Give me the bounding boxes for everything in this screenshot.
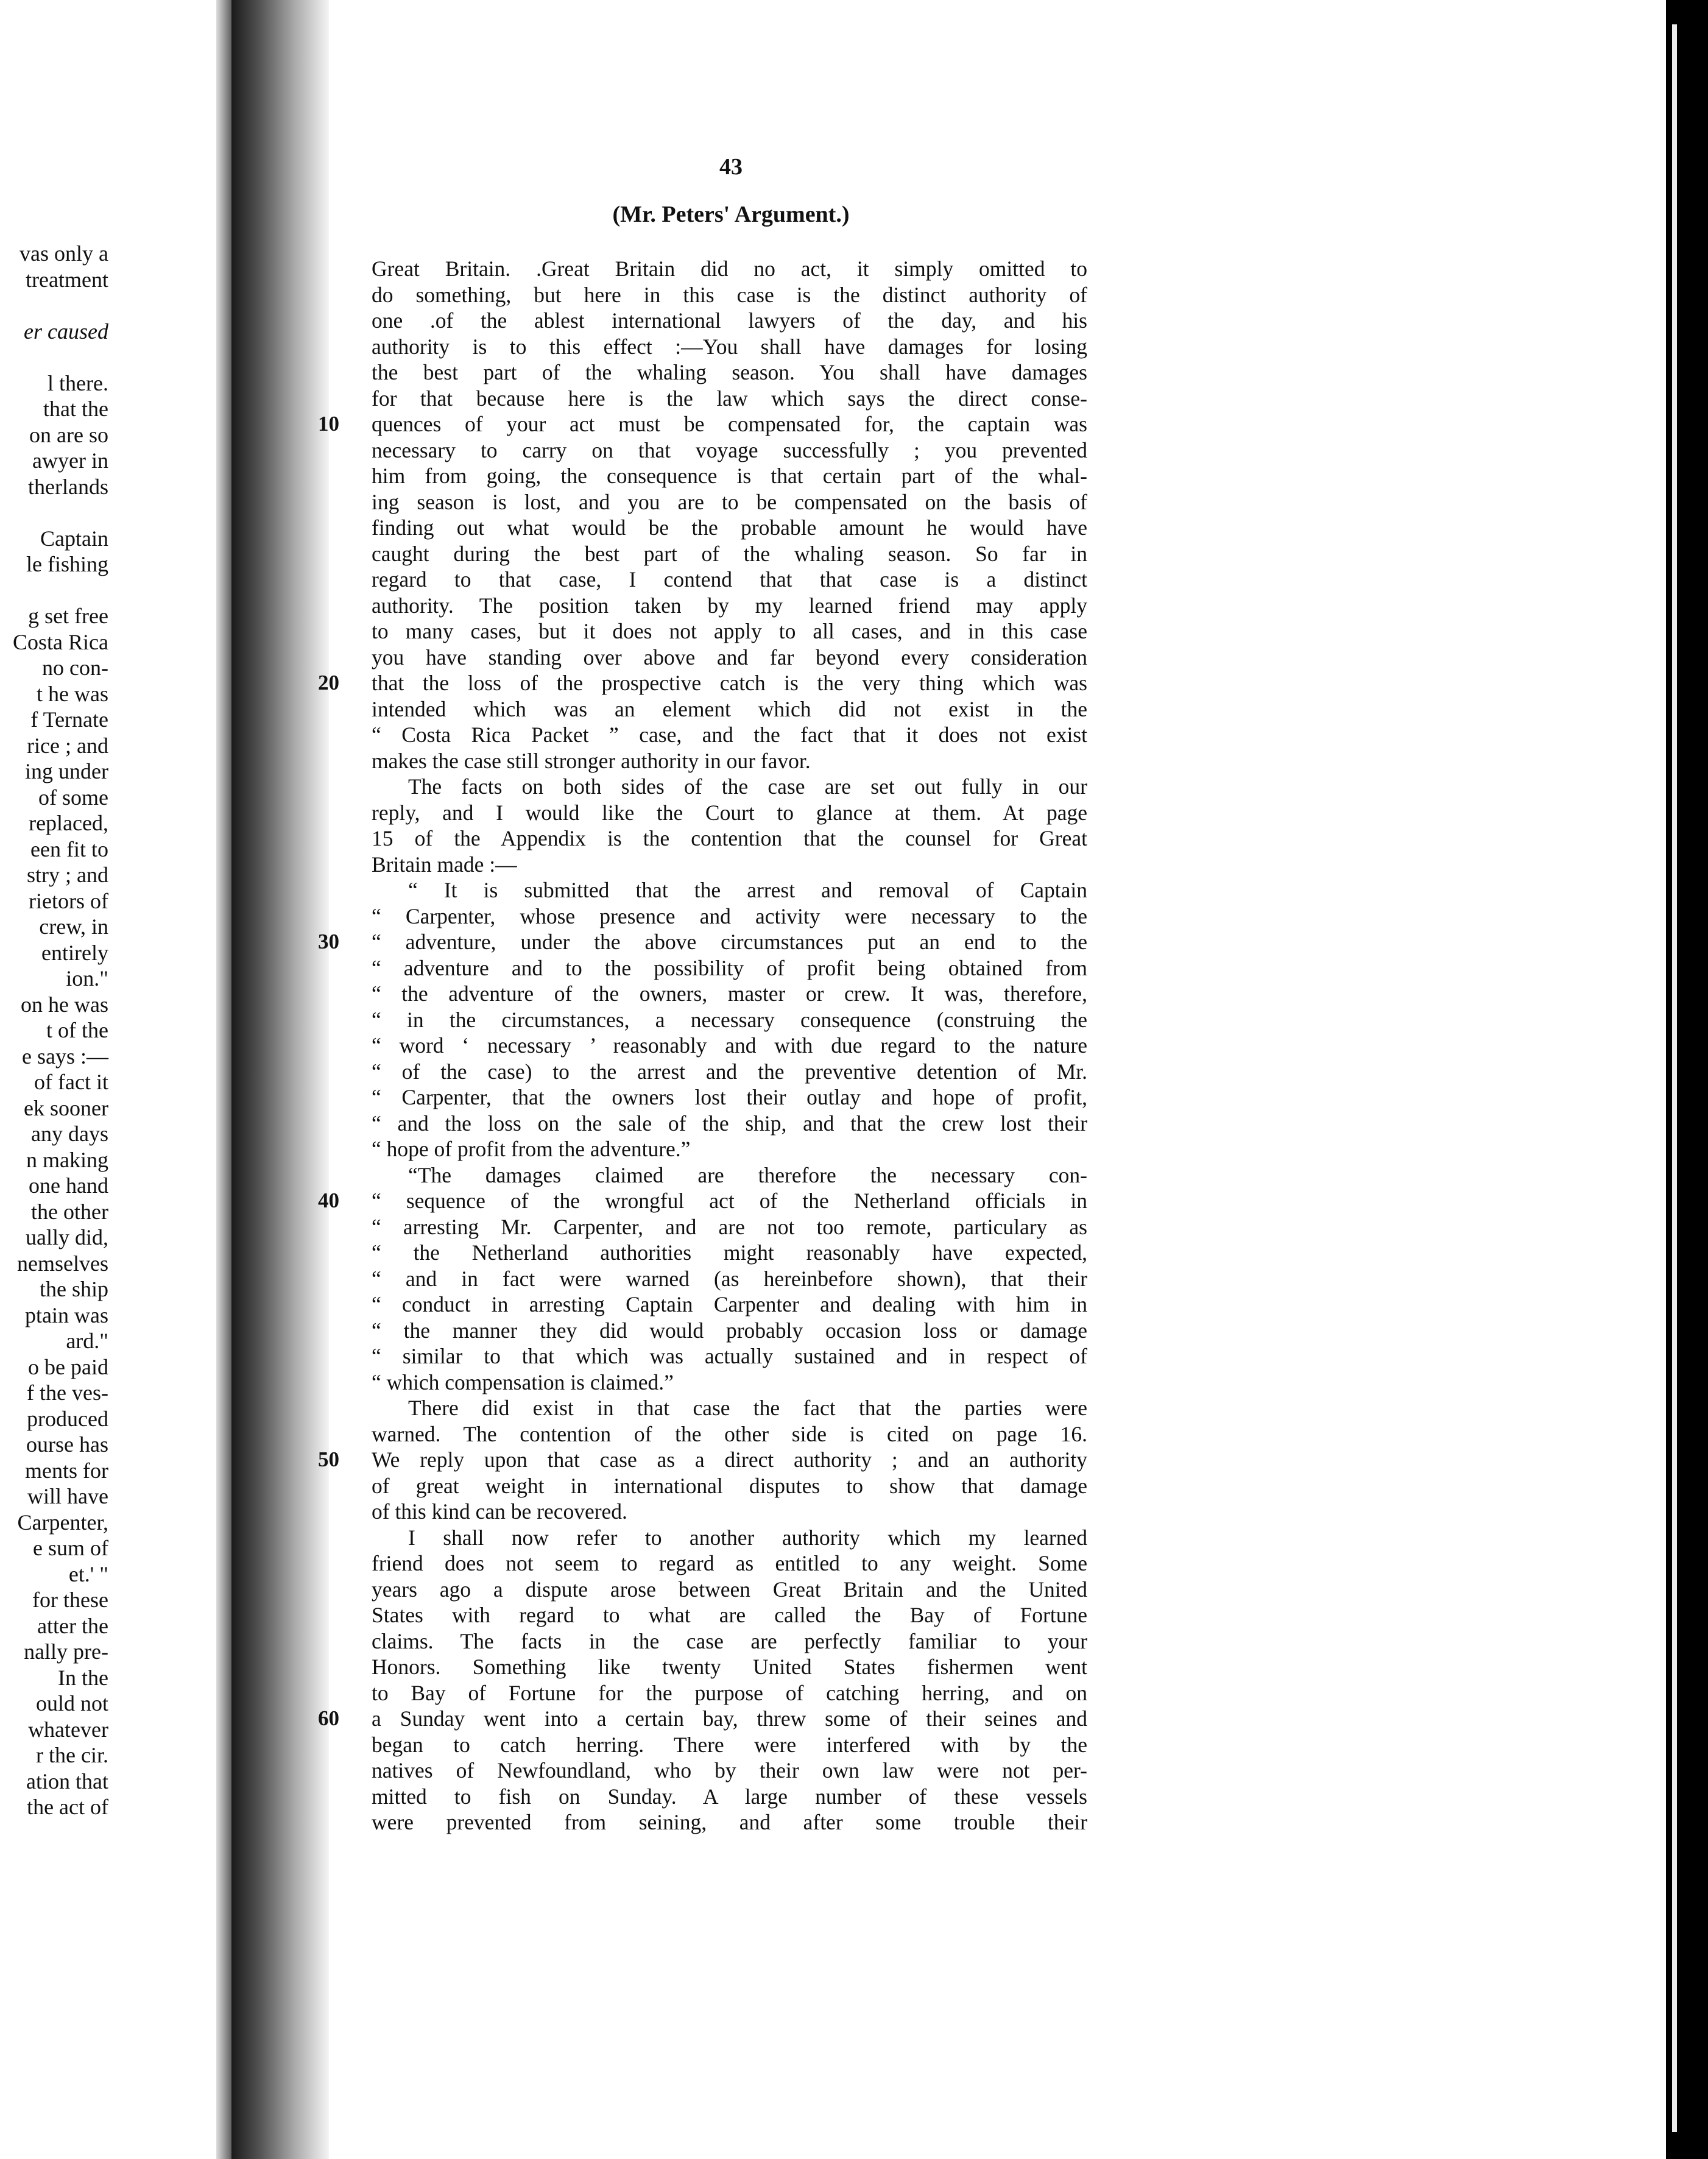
previous-page-line: crew, in [39, 914, 108, 939]
text-line [372, 1136, 1087, 1162]
text-line-content: years ago a dispute arose between Great Britain and the United [372, 1577, 1087, 1602]
text-line-content: There did exist in that case the fact that the parties were [408, 1396, 1087, 1420]
text-line [372, 1084, 1087, 1111]
previous-page-line: ion." [66, 966, 108, 991]
text-line-content: “ the Netherland authorities might reasonably have expected, [372, 1240, 1087, 1265]
text-line-content: “ and the loss on the sale of the ship, and that the crew lost their [372, 1111, 1087, 1136]
text-line-content: States with regard to what are called the Bay of Fortune [372, 1603, 1087, 1627]
scan-artifact [592, 2140, 601, 2158]
text-line [372, 1214, 1087, 1240]
text-line-content: of this kind can be recovered. [372, 1499, 627, 1524]
previous-page-line: on he was [21, 992, 108, 1017]
text-line-content: “ the manner they did would probably occasion loss or damage [372, 1318, 1087, 1343]
text-line-content: “ the adventure of the owners, master or crew. It was, therefore, [372, 981, 1087, 1006]
previous-page-line: nemselves [17, 1251, 108, 1276]
previous-page-line [0, 578, 108, 604]
previous-page-line: the other [31, 1199, 108, 1224]
text-line [372, 1266, 1087, 1292]
text-line [318, 411, 1087, 437]
text-line-content: 15 of the Appendix is the contention that the counsel for Great [372, 826, 1087, 850]
text-line-content: “The damages claimed are therefore the necessary con- [408, 1162, 1087, 1187]
text-line-content: regard to that case, I contend that that case is a distinct [372, 567, 1087, 592]
previous-page-line: the act of [27, 1795, 108, 1819]
text-line-content: “ adventure, under the above circumstances put an end to the [372, 930, 1087, 954]
text-line-content: authority is to this effect :—You shall have damages for losing [372, 334, 1087, 359]
text-line [372, 1343, 1087, 1369]
text-line [372, 437, 1087, 464]
margin-line-number: 40 [318, 1189, 339, 1212]
text-line-content: do something, but here in this case is the distinct authority of [372, 282, 1087, 307]
text-line [372, 1628, 1087, 1655]
text-line [372, 1292, 1087, 1318]
text-line [372, 489, 1087, 515]
previous-page-line: n making [26, 1147, 108, 1172]
text-line-content: claims. The facts in the case are perfectly familiar to your [372, 1628, 1087, 1653]
text-line [372, 567, 1087, 593]
page-number: 43 [719, 154, 743, 180]
text-line-content: reply, and I would like the Court to glance at them. At page [372, 800, 1087, 825]
previous-page-line [0, 344, 108, 370]
text-line-content: We reply upon that case as a direct authority ; and an authority [372, 1447, 1087, 1472]
text-line [372, 1758, 1087, 1784]
text-line [372, 256, 1087, 282]
previous-page-line [0, 292, 108, 319]
text-line [372, 1369, 1087, 1396]
text-line [372, 748, 1087, 774]
text-line-content: caught during the best part of the whaling season. So far in [372, 541, 1087, 566]
previous-page-line: will have [27, 1484, 108, 1508]
previous-page-line: e sum of [33, 1536, 108, 1560]
previous-page-line: produced [27, 1406, 108, 1431]
text-line-content: authority. The position taken by my learned friend may apply [372, 593, 1087, 618]
text-line-content: the best part of the whaling season. You shall have damages [372, 360, 1087, 384]
previous-page-line: vas only a [19, 241, 108, 266]
text-line [372, 1162, 1087, 1189]
page-gutter [231, 0, 329, 2159]
text-line-content: friend does not seem to regard as entitled to any weight. Some [372, 1551, 1087, 1575]
previous-page-line: o be paid [28, 1354, 108, 1379]
text-line-content: natives of Newfoundland, who by their own law were not per- [372, 1758, 1087, 1783]
text-line-content: you have standing over above and far beyond every consideration [372, 645, 1087, 670]
previous-page-line: Costa Rica [13, 629, 108, 654]
text-line-content: mitted to fish on Sunday. A large number of these vessels [372, 1784, 1087, 1809]
previous-page-line: ard." [66, 1329, 108, 1353]
previous-page-line: on are so [29, 422, 108, 447]
previous-page-line: In the [58, 1665, 108, 1690]
previous-page-line: nally pre- [24, 1639, 108, 1664]
margin-line-number: 10 [318, 412, 339, 436]
margin-line-number: 60 [318, 1706, 339, 1730]
previous-page-line: r the cir. [36, 1743, 108, 1767]
previous-page-line: no con- [42, 655, 108, 680]
previous-page-line: any days [31, 1122, 108, 1146]
text-line [372, 645, 1087, 671]
previous-page-line: treatment [26, 267, 108, 292]
text-line [372, 955, 1087, 981]
text-line-content: began to catch herring. There were interfered with by the [372, 1732, 1087, 1757]
text-line [372, 1680, 1087, 1706]
text-line-content: “ hope of profit from the adventure.” [372, 1137, 691, 1161]
text-line [372, 282, 1087, 308]
previous-page-text [0, 241, 108, 1820]
text-line-content: that the loss of the prospective catch is the very thing which was [372, 671, 1087, 695]
text-line-content: for that because here is the law which says the direct conse- [372, 386, 1087, 411]
text-line-content: intended which was an element which did not exist in the [372, 696, 1087, 721]
text-line [372, 981, 1087, 1007]
text-line-content: I shall now refer to another authority which my learned [408, 1525, 1087, 1550]
text-line [372, 1421, 1087, 1447]
previous-page-line: atter the [37, 1613, 108, 1638]
previous-page-line: e says :— [22, 1044, 108, 1069]
text-line [372, 1809, 1087, 1836]
previous-page-line: entirely [41, 940, 108, 965]
text-line [372, 774, 1087, 800]
text-line-content: “ arresting Mr. Carpenter, and are not too remote, particulary as [372, 1214, 1087, 1239]
text-line [372, 515, 1087, 541]
text-line [372, 1240, 1087, 1266]
previous-page-line: t he was [37, 681, 108, 706]
text-line [372, 1111, 1087, 1137]
text-line [318, 1706, 1087, 1732]
text-line [372, 1525, 1087, 1551]
previous-page-line: of some [38, 785, 108, 810]
previous-page-line: for these [32, 1588, 108, 1612]
text-line-content: finding out what would be the probable amount he would have [372, 515, 1087, 540]
body-text [318, 256, 1087, 1836]
previous-page-line [0, 500, 108, 526]
text-line [372, 463, 1087, 489]
text-line-content: Great Britain. .Great Britain did no act, it simply omitted to [372, 256, 1087, 281]
previous-page-line: g set free [28, 604, 108, 628]
text-line-content: “ Carpenter, whose presence and activity were necessary to the [372, 903, 1087, 928]
previous-page-line: whatever [28, 1717, 108, 1742]
previous-page-line: er caused [24, 319, 108, 344]
text-line-content: “ in the circumstances, a necessary consequence (construing the [372, 1007, 1087, 1032]
previous-page-line: f the ves- [27, 1380, 108, 1405]
text-line [372, 852, 1087, 878]
text-line [318, 1447, 1087, 1473]
text-line-content: The facts on both sides of the case are set out fully in our [408, 774, 1087, 799]
previous-page-line: that the [43, 397, 108, 421]
text-line [372, 618, 1087, 645]
text-line [372, 1550, 1087, 1577]
margin-line-number: 30 [318, 930, 339, 953]
text-line [318, 1188, 1087, 1214]
text-line-content: him from going, the consequence is that certain part of the whal- [372, 464, 1087, 488]
text-line-content: “ of the case) to the arrest and the preventive detention of Mr. [372, 1059, 1087, 1084]
text-line-content: “ sequence of the wrongful act of the Netherland officials in [372, 1189, 1087, 1213]
previous-page-line: l there. [48, 370, 108, 395]
text-line [372, 877, 1087, 903]
text-line-content: “ and in fact were warned (as hereinbefore shown), that their [372, 1266, 1087, 1291]
previous-page-line: ek sooner [24, 1095, 108, 1120]
previous-page-line: ould not [35, 1691, 108, 1716]
text-line [372, 1007, 1087, 1033]
previous-page-line: ation that [26, 1769, 108, 1793]
previous-page-line: of fact it [34, 1070, 108, 1094]
text-line-content: one .of the ablest international lawyers of the day, and his [372, 308, 1087, 333]
text-line-content: makes the case still stronger authority in our favor. [372, 748, 811, 773]
previous-page-line: rice ; and [27, 733, 108, 758]
previous-page-line: le fishing [26, 552, 108, 576]
text-line [372, 308, 1087, 334]
previous-page [0, 0, 227, 2159]
previous-page-line: therlands [28, 474, 108, 499]
previous-page-line: ing under [25, 759, 108, 783]
margin-line-number: 20 [318, 671, 339, 694]
previous-page-line: et.' " [68, 1561, 108, 1586]
text-line [372, 1784, 1087, 1810]
previous-page-line: f Ternate [30, 707, 108, 732]
previous-page-line: rietors of [29, 888, 108, 913]
text-line [372, 1577, 1087, 1603]
text-line-content: “ similar to that which was actually sustained and in respect of [372, 1344, 1087, 1368]
previous-page-line: ually did, [26, 1225, 108, 1249]
text-line-content: “ It is submitted that the arrest and removal of Captain [408, 878, 1087, 902]
previous-page-line: awyer in [32, 448, 108, 473]
text-line [372, 1654, 1087, 1680]
running-header: (Mr. Peters' Argument.) [612, 202, 850, 227]
previous-page-line: Carpenter, [17, 1510, 108, 1535]
previous-page-line: replaced, [29, 811, 108, 835]
text-line-content: “ which compensation is claimed.” [372, 1369, 674, 1394]
text-line [372, 696, 1087, 723]
text-line-content: to Bay of Fortune for the purpose of catching herring, and on [372, 1680, 1087, 1705]
previous-page-line: ourse has [26, 1432, 108, 1457]
next-page-edge [1672, 24, 1677, 2132]
previous-page-line: the ship [40, 1277, 108, 1301]
text-line-content: a Sunday went into a certain bay, threw some of their seines and [372, 1706, 1087, 1731]
text-line [372, 1033, 1087, 1059]
text-line-content: Britain made :— [372, 852, 517, 877]
text-line-content: of great weight in international disputes to show that damage [372, 1473, 1087, 1498]
text-line [372, 1499, 1087, 1525]
previous-page-line: t of the [46, 1018, 108, 1042]
text-line-content: were prevented from seining, and after some trouble their [372, 1810, 1087, 1834]
text-line [372, 359, 1087, 386]
text-line [372, 541, 1087, 567]
text-line [372, 722, 1087, 748]
text-line [372, 1473, 1087, 1499]
text-line [372, 800, 1087, 826]
previous-page-line: stry ; and [27, 863, 108, 887]
text-line-content: Honors. Something like twenty United States fishermen went [372, 1655, 1087, 1679]
text-line [372, 1059, 1087, 1085]
margin-line-number: 50 [318, 1447, 339, 1471]
text-line-content: “ adventure and to the possibility of profit being obtained from [372, 955, 1087, 980]
text-line [372, 1732, 1087, 1758]
text-line [372, 903, 1087, 930]
text-line [372, 1395, 1087, 1421]
text-line [372, 593, 1087, 619]
previous-page-line: een fit to [30, 836, 108, 861]
text-line-content: “ Carpenter, that the owners lost their outlay and hope of profit, [372, 1085, 1087, 1109]
text-line-content: warned. The contention of the other side is cited on page 16. [372, 1421, 1087, 1446]
previous-page-line: one hand [29, 1173, 108, 1198]
text-line [372, 825, 1087, 852]
previous-page-line: Captain [40, 526, 108, 551]
text-line-content: to many cases, but it does not apply to all cases, and in this case [372, 619, 1087, 643]
previous-page-line: ments for [25, 1458, 108, 1483]
text-line-content: “ conduct in arresting Captain Carpenter and dealing with him in [372, 1292, 1087, 1316]
text-line [372, 1318, 1087, 1344]
text-line [372, 386, 1087, 412]
text-line-content: “ Costa Rica Packet ” case, and the fact that it does not exist [372, 723, 1087, 747]
text-line [372, 334, 1087, 360]
text-line-content: quences of your act must be compensated for, the captain was [372, 412, 1087, 436]
text-line-content: “ word ‘ necessary ’ reasonably and with due regard to the nature [372, 1033, 1087, 1058]
text-line [318, 670, 1087, 696]
text-line [372, 1602, 1087, 1628]
text-line-content: necessary to carry on that voyage successfully ; you prevented [372, 437, 1087, 462]
text-line [318, 929, 1087, 955]
text-line-content: ing season is lost, and you are to be compensated on the basis of [372, 489, 1087, 514]
previous-page-line: ptain was [25, 1302, 108, 1327]
